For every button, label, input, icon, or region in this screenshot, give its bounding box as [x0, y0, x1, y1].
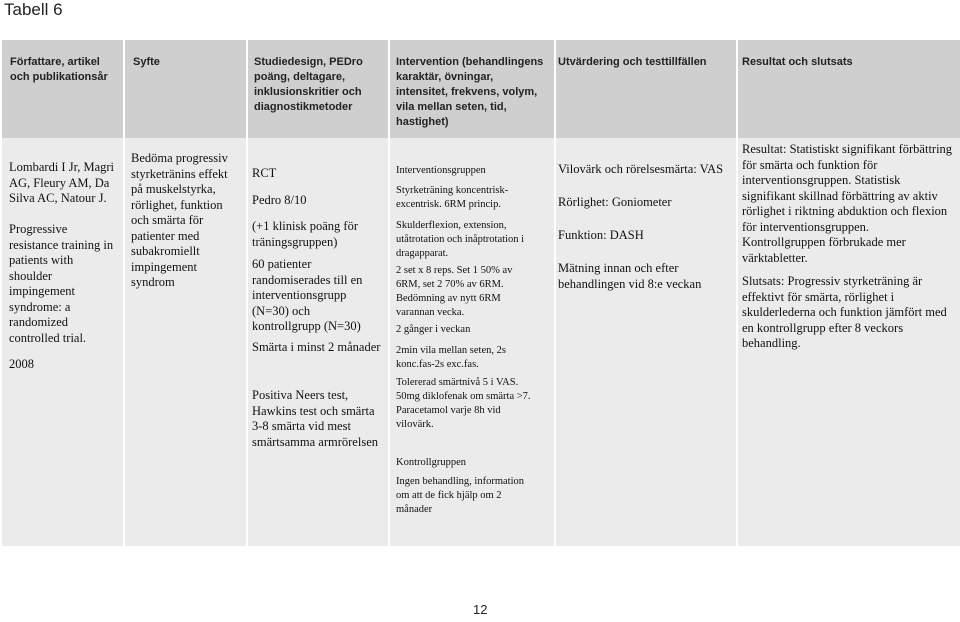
intervention-frequency: 2 gånger i veckan	[396, 324, 471, 335]
control-group-title: Kontrollgruppen	[396, 457, 466, 468]
evaluation-timing: Mätning innan och efter behandlingen vid 8:e veckan	[558, 261, 702, 291]
conclusion-text: Slutsats: Progressiv styrketräning är effektivt för smärta, rörlighet i skulderlederna och funktion jämfört med en kontrollgrupp efter 8 veckors behandling.	[742, 274, 947, 350]
design-participants: 60 patienter randomiserades till en interventionsgrupp (N=30) och kontrollgrupp (N=30)	[252, 257, 363, 333]
header-intervention: Intervention (behandlingens karaktär, övningar, intensitet, frekvens, volym, vila mellan seten, tid, hastighet)	[396, 56, 544, 128]
header-evaluation: Utvärdering och testtillfällen	[558, 56, 707, 68]
design-pain-duration: Smärta i minst 2 månader	[252, 340, 381, 354]
intervention-exercises: Skulderflexion, extension, utåtrotation och inåptrotation i dragapparat.	[396, 220, 525, 259]
evaluation-mobility: Rörlighet: Goniometer	[558, 195, 672, 209]
article-title: Progressive resistance training in patients with shoulder impingement syndrome: a randomized controlled trial.	[9, 222, 114, 345]
design-positive-tests: Positiva Neers test, Hawkins test och smärta 3-8 smärta vid mest smärtsamma armrörelsen	[252, 388, 378, 449]
intervention-group-title: Interventionsgruppen	[396, 165, 486, 176]
table-title: Tabell 6	[4, 0, 63, 19]
control-group-desc: Ingen behandling, information om att de fick hjälp om 2 månader	[396, 476, 525, 515]
study-table	[2, 40, 960, 546]
authors-names: Lombardi I Jr, Magri AG, Fleury AM, Da Silva AC, Natour J.	[9, 160, 115, 205]
header-authors: Författare, artikel och publikationsår	[10, 56, 108, 83]
header-design: Studiedesign, PEDro poäng, deltagare, inklusionskritier och diagnostikmetoder	[254, 56, 363, 113]
design-pedro-note: (+1 klinisk poäng för träningsgruppen)	[252, 219, 358, 249]
header-aim: Syfte	[133, 56, 160, 68]
intervention-pain-level: Tolererad smärtnivå 5 i VAS. 50mg diklofenak om smärta >7. Paracetamol varje 8h vid vilovärk.	[396, 377, 531, 430]
design-pedro: Pedro 8/10	[252, 193, 307, 207]
intervention-strength: Styrketräning koncentrisk- excentrisk. 6RM princip.	[396, 185, 509, 210]
page-number: 12	[473, 602, 488, 617]
design-rct: RCT	[252, 166, 277, 180]
header-results: Resultat och slutsats	[742, 56, 853, 68]
publication-year: 2008	[9, 357, 34, 371]
study-aim: Bedöma progressiv styrketränins effekt på muskelstyrka, rörlighet, funktion och smärta för patienter med subakromiellt impingement syndrom	[131, 151, 228, 289]
intervention-sets: 2 set x 8 reps. Set 1 50% av 6RM, set 2 70% av 6RM. Bedömning av nytt 6RM varannan vecka.	[396, 265, 513, 318]
intervention-rest: 2min vila mellan seten, 2s konc.fas-2s exc.fas.	[396, 345, 506, 370]
evaluation-vas: Vilovärk och rörelsesmärta: VAS	[558, 162, 724, 176]
evaluation-function: Funktion: DASH	[558, 228, 644, 242]
results-text: Resultat: Statistiskt signifikant förbättring för smärta och funktion för interventionsgruppen. Statistisk signifikant skillnad förbättring av aktiv rörlighet i riktning abduktion och flexion för interventionsgruppen. Kontrollgruppen förbrukade mer värktabletter.	[742, 142, 953, 265]
